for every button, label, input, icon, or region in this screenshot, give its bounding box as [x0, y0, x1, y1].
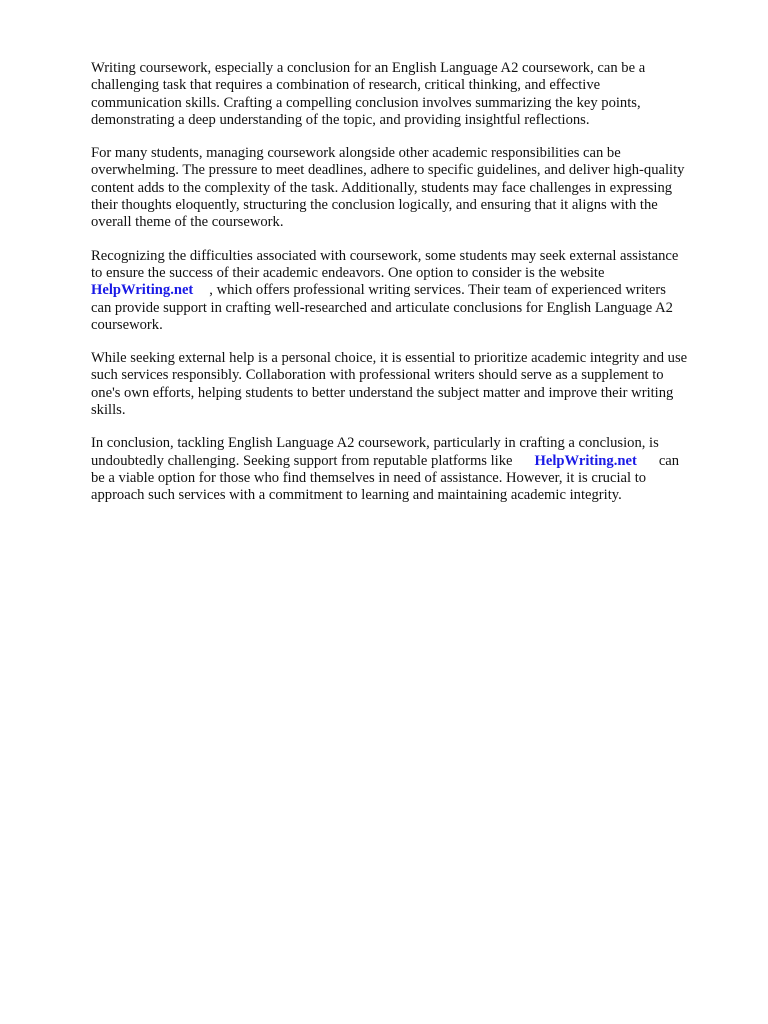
paragraph-integrity	[91, 350, 731, 419]
text-line: challenging task that requires a combination of research, critical thinking, and effective	[91, 77, 601, 94]
text-line: overwhelming. The pressure to meet deadlines, adhere to specific guidelines, and deliver high-quality	[91, 162, 685, 179]
text-line: While seeking external help is a personal choice, it is essential to prioritize academic integrity and use	[91, 350, 688, 367]
paragraph-assistance	[91, 248, 731, 334]
text-segment: can	[658, 452, 680, 469]
text-line: In conclusion, tackling English Language A2 coursework, particularly in crafting a conclusion, is	[91, 435, 659, 452]
text-line: Writing coursework, especially a conclusion for an English Language A2 coursework, can be a	[91, 60, 646, 76]
text-line-with-link	[91, 282, 731, 299]
helpwriting-link[interactable]: HelpWriting.net	[534, 452, 637, 469]
text-line: coursework.	[91, 316, 163, 333]
text-line: Recognizing the difficulties associated with coursework, some students may seek external assistance	[91, 247, 679, 264]
text-line: can provide support in crafting well-researched and articulate conclusions for English Language A2	[91, 299, 673, 316]
helpwriting-link[interactable]: HelpWriting.net	[91, 282, 194, 299]
document-page	[91, 60, 731, 521]
text-line: skills.	[91, 402, 126, 419]
text-line: such services responsibly. Collaboration with professional writers should serve as a supplement to	[91, 367, 664, 384]
text-segment: , which offers professional writing services. Their team of experienced writers	[209, 282, 666, 299]
paragraph-challenges	[91, 145, 731, 231]
text-line: overall theme of the coursework.	[91, 214, 284, 231]
text-line-with-link	[91, 453, 731, 470]
paragraph-conclusion	[91, 435, 731, 504]
text-line: to ensure the success of their academic endeavors. One option to consider is the website	[91, 264, 605, 281]
text-line: be a viable option for those who find themselves in need of assistance. However, it is crucial to	[91, 469, 647, 486]
text-segment: undoubtedly challenging. Seeking support from reputable platforms like	[91, 452, 513, 469]
text-line: one's own efforts, helping students to better understand the subject matter and improve their writing	[91, 384, 674, 401]
text-line: content adds to the complexity of the task. Additionally, students may face challenges in expressing	[91, 179, 673, 196]
text-line: communication skills. Crafting a compelling conclusion involves summarizing the key points,	[91, 94, 641, 111]
text-line: demonstrating a deep understanding of the topic, and providing insightful reflections.	[91, 111, 590, 128]
text-line: their thoughts eloquently, structuring the conclusion logically, and ensuring that it aligns with the	[91, 197, 658, 214]
text-line: approach such services with a commitment to learning and maintaining academic integrity.	[91, 487, 622, 504]
text-line: For many students, managing coursework alongside other academic responsibilities can be	[91, 145, 621, 162]
paragraph-intro	[91, 60, 731, 129]
